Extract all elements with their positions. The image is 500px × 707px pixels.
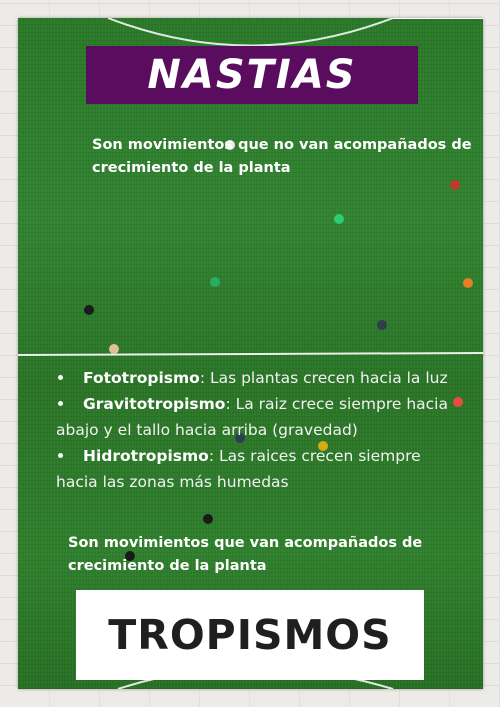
player-figure <box>332 212 346 226</box>
player-figure <box>208 275 222 289</box>
tropismos-title: TROPISMOS <box>108 611 392 659</box>
tropismos-description: Son movimientos que van acompañados de crecimiento de la planta <box>68 535 423 574</box>
football-field-background <box>18 18 483 689</box>
tropismos-list <box>56 365 466 495</box>
bullet-icon <box>58 401 63 406</box>
player-figure <box>82 303 96 317</box>
item-term: Fototropismo <box>83 369 200 387</box>
bullet-icon <box>58 453 63 458</box>
nastias-banner <box>86 46 418 104</box>
tropismos-banner <box>76 590 424 680</box>
list-item <box>56 391 466 443</box>
nastias-title: NASTIAS <box>147 52 357 98</box>
player-figure <box>375 318 389 332</box>
halfway-line <box>18 353 483 355</box>
list-item <box>56 443 466 495</box>
item-term: Hidrotropismo <box>83 447 209 465</box>
poster <box>18 18 483 689</box>
nastias-description: Son movimientos que no van acompañados de crecimiento de la planta <box>92 137 472 176</box>
item-definition: : La raiz crece siempre hacia abajo y el tallo hacia arriba (gravedad) <box>56 395 448 439</box>
item-definition: : Las plantas crecen hacia la luz <box>199 369 448 387</box>
item-definition: : Las raices crecen siempre hacia las zonas más humedas <box>56 447 421 491</box>
list-item <box>56 365 466 391</box>
player-figure <box>107 342 121 356</box>
penalty-arc-top <box>108 18 393 46</box>
bullet-icon <box>58 375 63 380</box>
player-figure <box>461 276 475 290</box>
item-term: Gravitotropismo <box>83 395 226 413</box>
player-figure <box>448 178 462 192</box>
player-figure <box>201 512 215 526</box>
